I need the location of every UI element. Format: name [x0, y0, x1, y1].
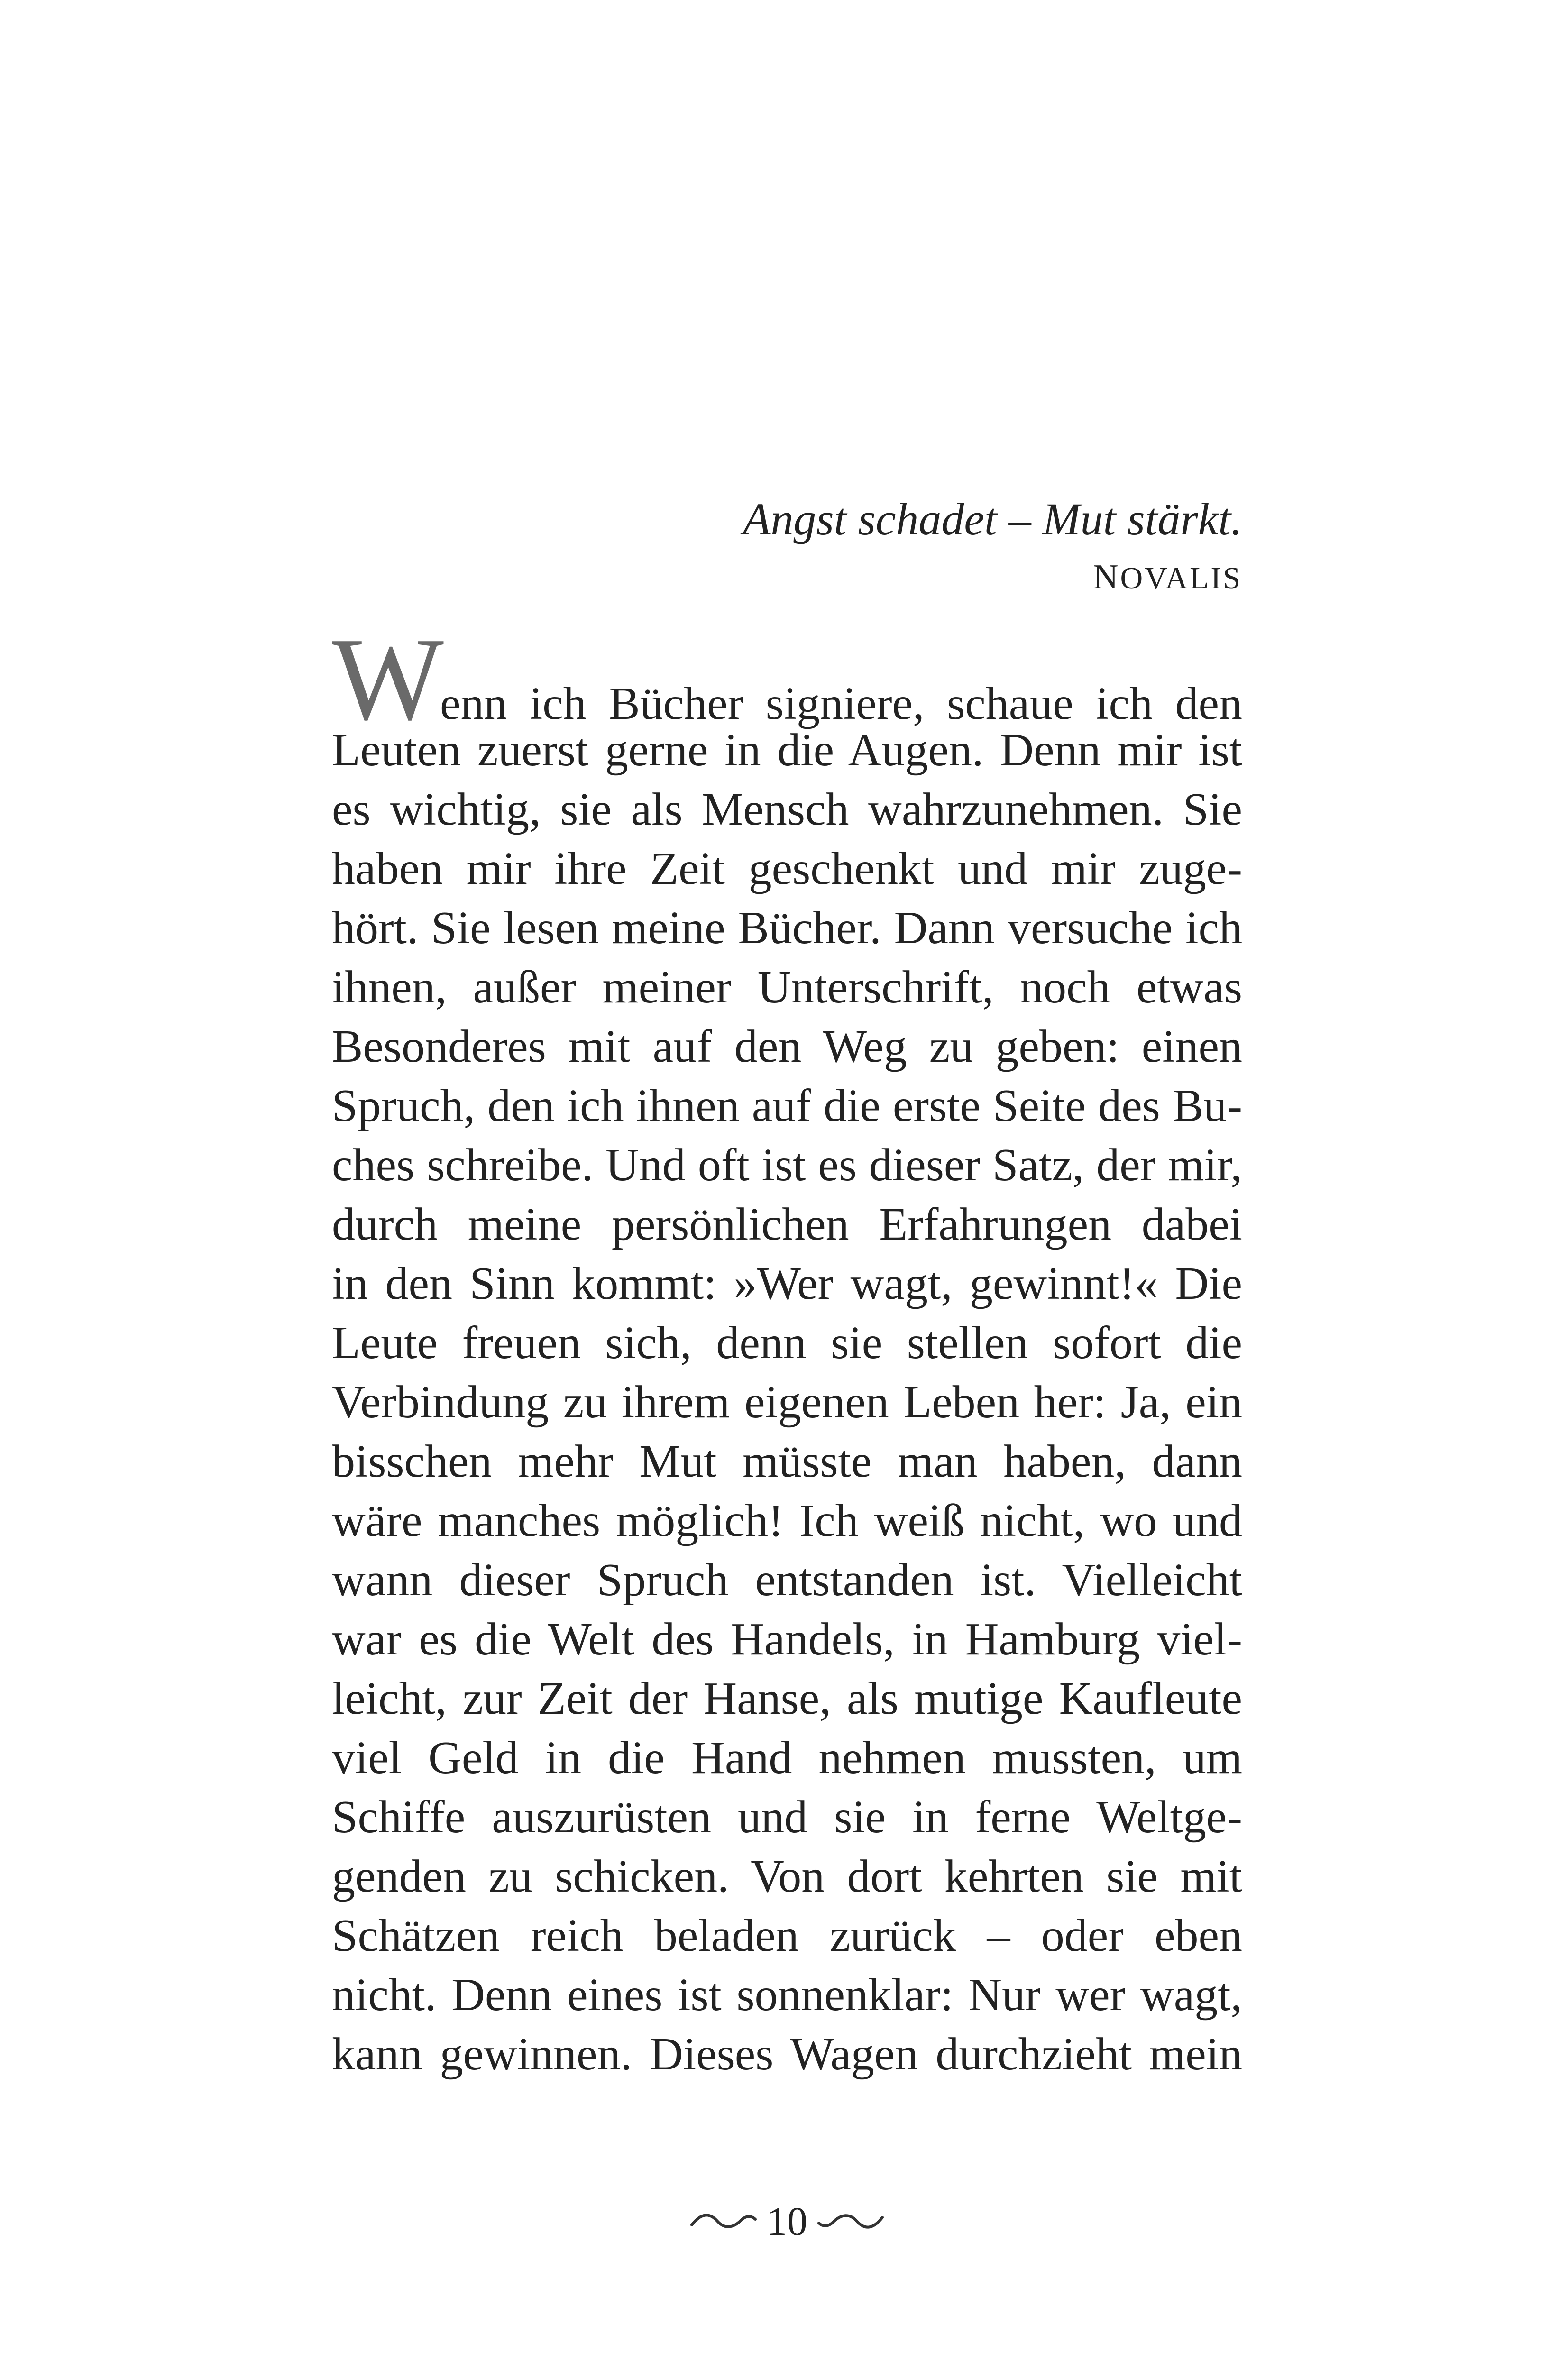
body-line: in den Sinn kommt: »Wer wagt, gewinnt!« Die [332, 1258, 1242, 1309]
body-line: Leuten zuerst gerne in die Augen. Denn mir ist [332, 725, 1242, 776]
body-line: nicht. Denn eines ist sonnenklar: Nur wer wagt, [332, 1969, 1242, 2021]
body-line: bisschen mehr Mut müsste man haben, dann [332, 1436, 1242, 1487]
body-line: wann dieser Spruch entstanden ist. Vielleicht [332, 1554, 1242, 1606]
swash-ornament-icon [688, 2207, 759, 2235]
epigraph-author [332, 554, 1242, 601]
body-line: Schätzen reich beladen zurück – oder eben [332, 1910, 1242, 1961]
swash-ornament-icon [815, 2207, 886, 2235]
body-line: kann gewinnen. Dieses Wagen durchzieht mein [332, 2029, 1242, 2080]
epigraph-quote: Angst schadet – Mut stärkt. [743, 494, 1242, 544]
body-line: Schiffe auszurüsten und sie in ferne Weltge- [332, 1792, 1242, 1843]
body-line: leicht, zur Zeit der Hanse, als mutige Kaufleute [332, 1673, 1242, 1724]
body-line: Spruch, den ich ihnen auf die erste Seite des Bu- [332, 1080, 1242, 1131]
body-line: es wichtig, sie als Mensch wahrzunehmen. Sie [332, 784, 1242, 835]
body-line: Verbindung zu ihrem eigenen Leben her: Ja, ein [332, 1377, 1242, 1428]
body-line-text: enn ich Bücher signiere, schaue ich den [440, 678, 1242, 729]
body-line: ches schreibe. Und oft ist es dieser Satz, der mir, [332, 1140, 1242, 1191]
body-line: hört. Sie lesen meine Bücher. Dann versuche ich [332, 902, 1242, 954]
epigraph-author-initial: N [1093, 558, 1120, 597]
body-line: Besonderes mit auf den Weg zu geben: einen [332, 1021, 1242, 1072]
body-text [332, 614, 1242, 2084]
body-line: haben mir ihre Zeit geschenkt und mir zuge- [332, 843, 1242, 894]
body-line: war es die Welt des Handels, in Hamburg viel- [332, 1614, 1242, 1665]
body-line: Leute freuen sich, denn sie stellen sofort die [332, 1317, 1242, 1369]
body-line: ihnen, außer meiner Unterschrift, noch etwas [332, 962, 1242, 1013]
page-footer [332, 2191, 1242, 2247]
page-number: 10 [767, 2198, 807, 2244]
body-line: durch meine persönlichen Erfahrungen dabei [332, 1199, 1242, 1250]
body-line: viel Geld in die Hand nehmen mussten, um [332, 1732, 1242, 1783]
epigraph-author-rest: OVALIS [1120, 561, 1242, 596]
drop-cap: W [332, 614, 440, 745]
body-line [332, 614, 1242, 745]
body-line: wäre manches möglich! Ich weiß nicht, wo und [332, 1495, 1242, 1546]
epigraph [332, 491, 1242, 601]
body-line: genden zu schicken. Von dort kehrten sie mit [332, 1851, 1242, 1902]
